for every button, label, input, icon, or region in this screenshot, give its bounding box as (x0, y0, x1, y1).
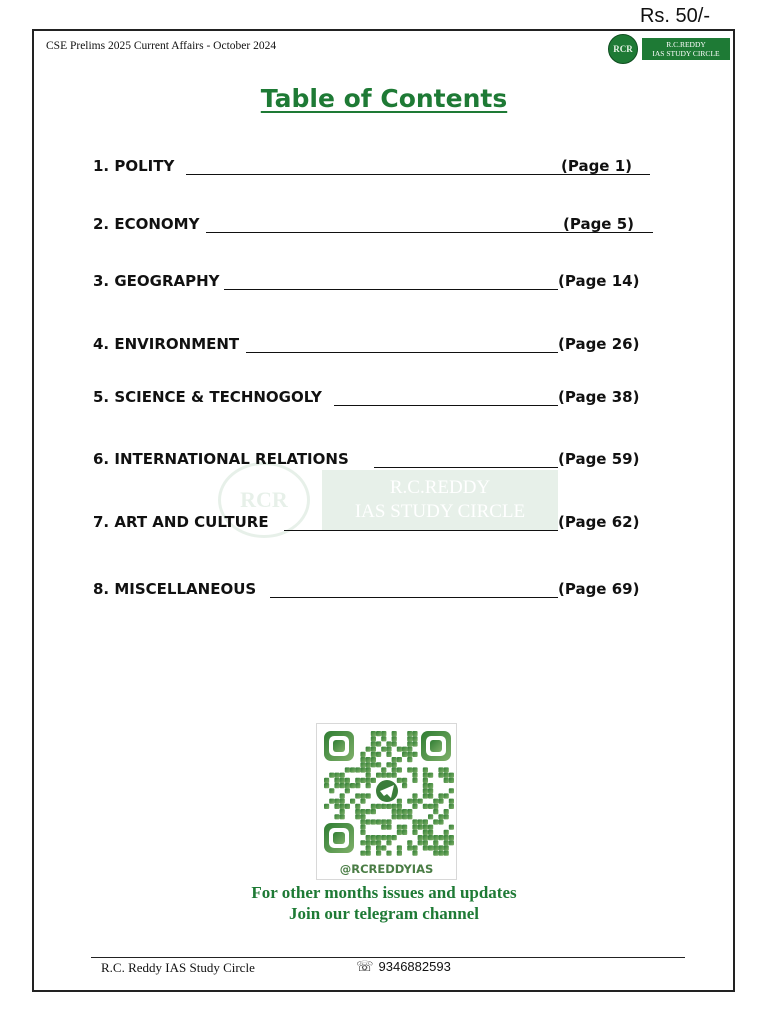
price-label: Rs. 50/- (639, 5, 710, 27)
promo-line-1: For other months issues and updates (251, 883, 517, 902)
toc-item-label: 3. GEOGRAPHY (93, 272, 220, 290)
telegram-handle: @RCREDDYIAS (339, 862, 434, 876)
logo-wordmark (642, 38, 730, 60)
promo-line-2: Join our telegram channel (289, 904, 479, 923)
toc-item-label: 6. INTERNATIONAL RELATIONS (93, 450, 349, 468)
brand-logo (608, 34, 730, 64)
qr-code (321, 728, 454, 858)
toc-item-label: 7. ART AND CULTURE (93, 513, 269, 531)
phone-number: 9346882593 (378, 959, 451, 974)
toc-leader-line (334, 405, 558, 406)
toc-item-page: (Page 69) (558, 580, 640, 598)
watermark-seal: RCR (218, 462, 310, 538)
watermark-wordmark (322, 470, 558, 530)
toc-leader-line (284, 530, 558, 531)
footer-org: R.C. Reddy IAS Study Circle (101, 960, 255, 975)
toc-item-page: (Page 5) (563, 215, 634, 233)
toc-item-label: 4. ENVIRONMENT (93, 335, 240, 353)
logo-seal: RCR (608, 34, 638, 64)
toc-item-label: 2. ECONOMY (93, 215, 200, 233)
toc-title: Table of Contents (260, 84, 508, 113)
watermark-line-1: R.C.REDDY (389, 477, 491, 498)
footer-phone (356, 959, 451, 975)
toc-item-label: 5. SCIENCE & TECHNOGOLY (93, 388, 322, 406)
watermark-logo (218, 462, 558, 538)
toc-leader-line (224, 289, 558, 290)
logo-line-1: R.C.REDDY (666, 40, 706, 49)
toc-item-page: (Page 38) (558, 388, 640, 406)
toc-item-label: 8. MISCELLANEOUS (93, 580, 257, 598)
toc-leader-line (246, 352, 558, 353)
watermark-line-2: IAS STUDY CIRCLE (354, 501, 526, 522)
header-title: CSE Prelims 2025 Current Affairs - October 2024 (46, 40, 277, 52)
toc-item-page: (Page 62) (558, 513, 640, 531)
phone-icon: ☏ (356, 959, 374, 975)
toc-item-page: (Page 59) (558, 450, 640, 468)
toc-item-page: (Page 1) (561, 157, 632, 175)
logo-line-2: IAS STUDY CIRCLE (652, 49, 720, 58)
toc-item-page: (Page 14) (558, 272, 640, 290)
toc-leader-line (270, 597, 558, 598)
toc-item-page: (Page 26) (558, 335, 640, 353)
toc-item-label: 1. POLITY (93, 157, 175, 175)
toc-leader-line (374, 467, 558, 468)
footer-divider (91, 957, 685, 958)
telegram-qr-card[interactable] (316, 723, 457, 880)
